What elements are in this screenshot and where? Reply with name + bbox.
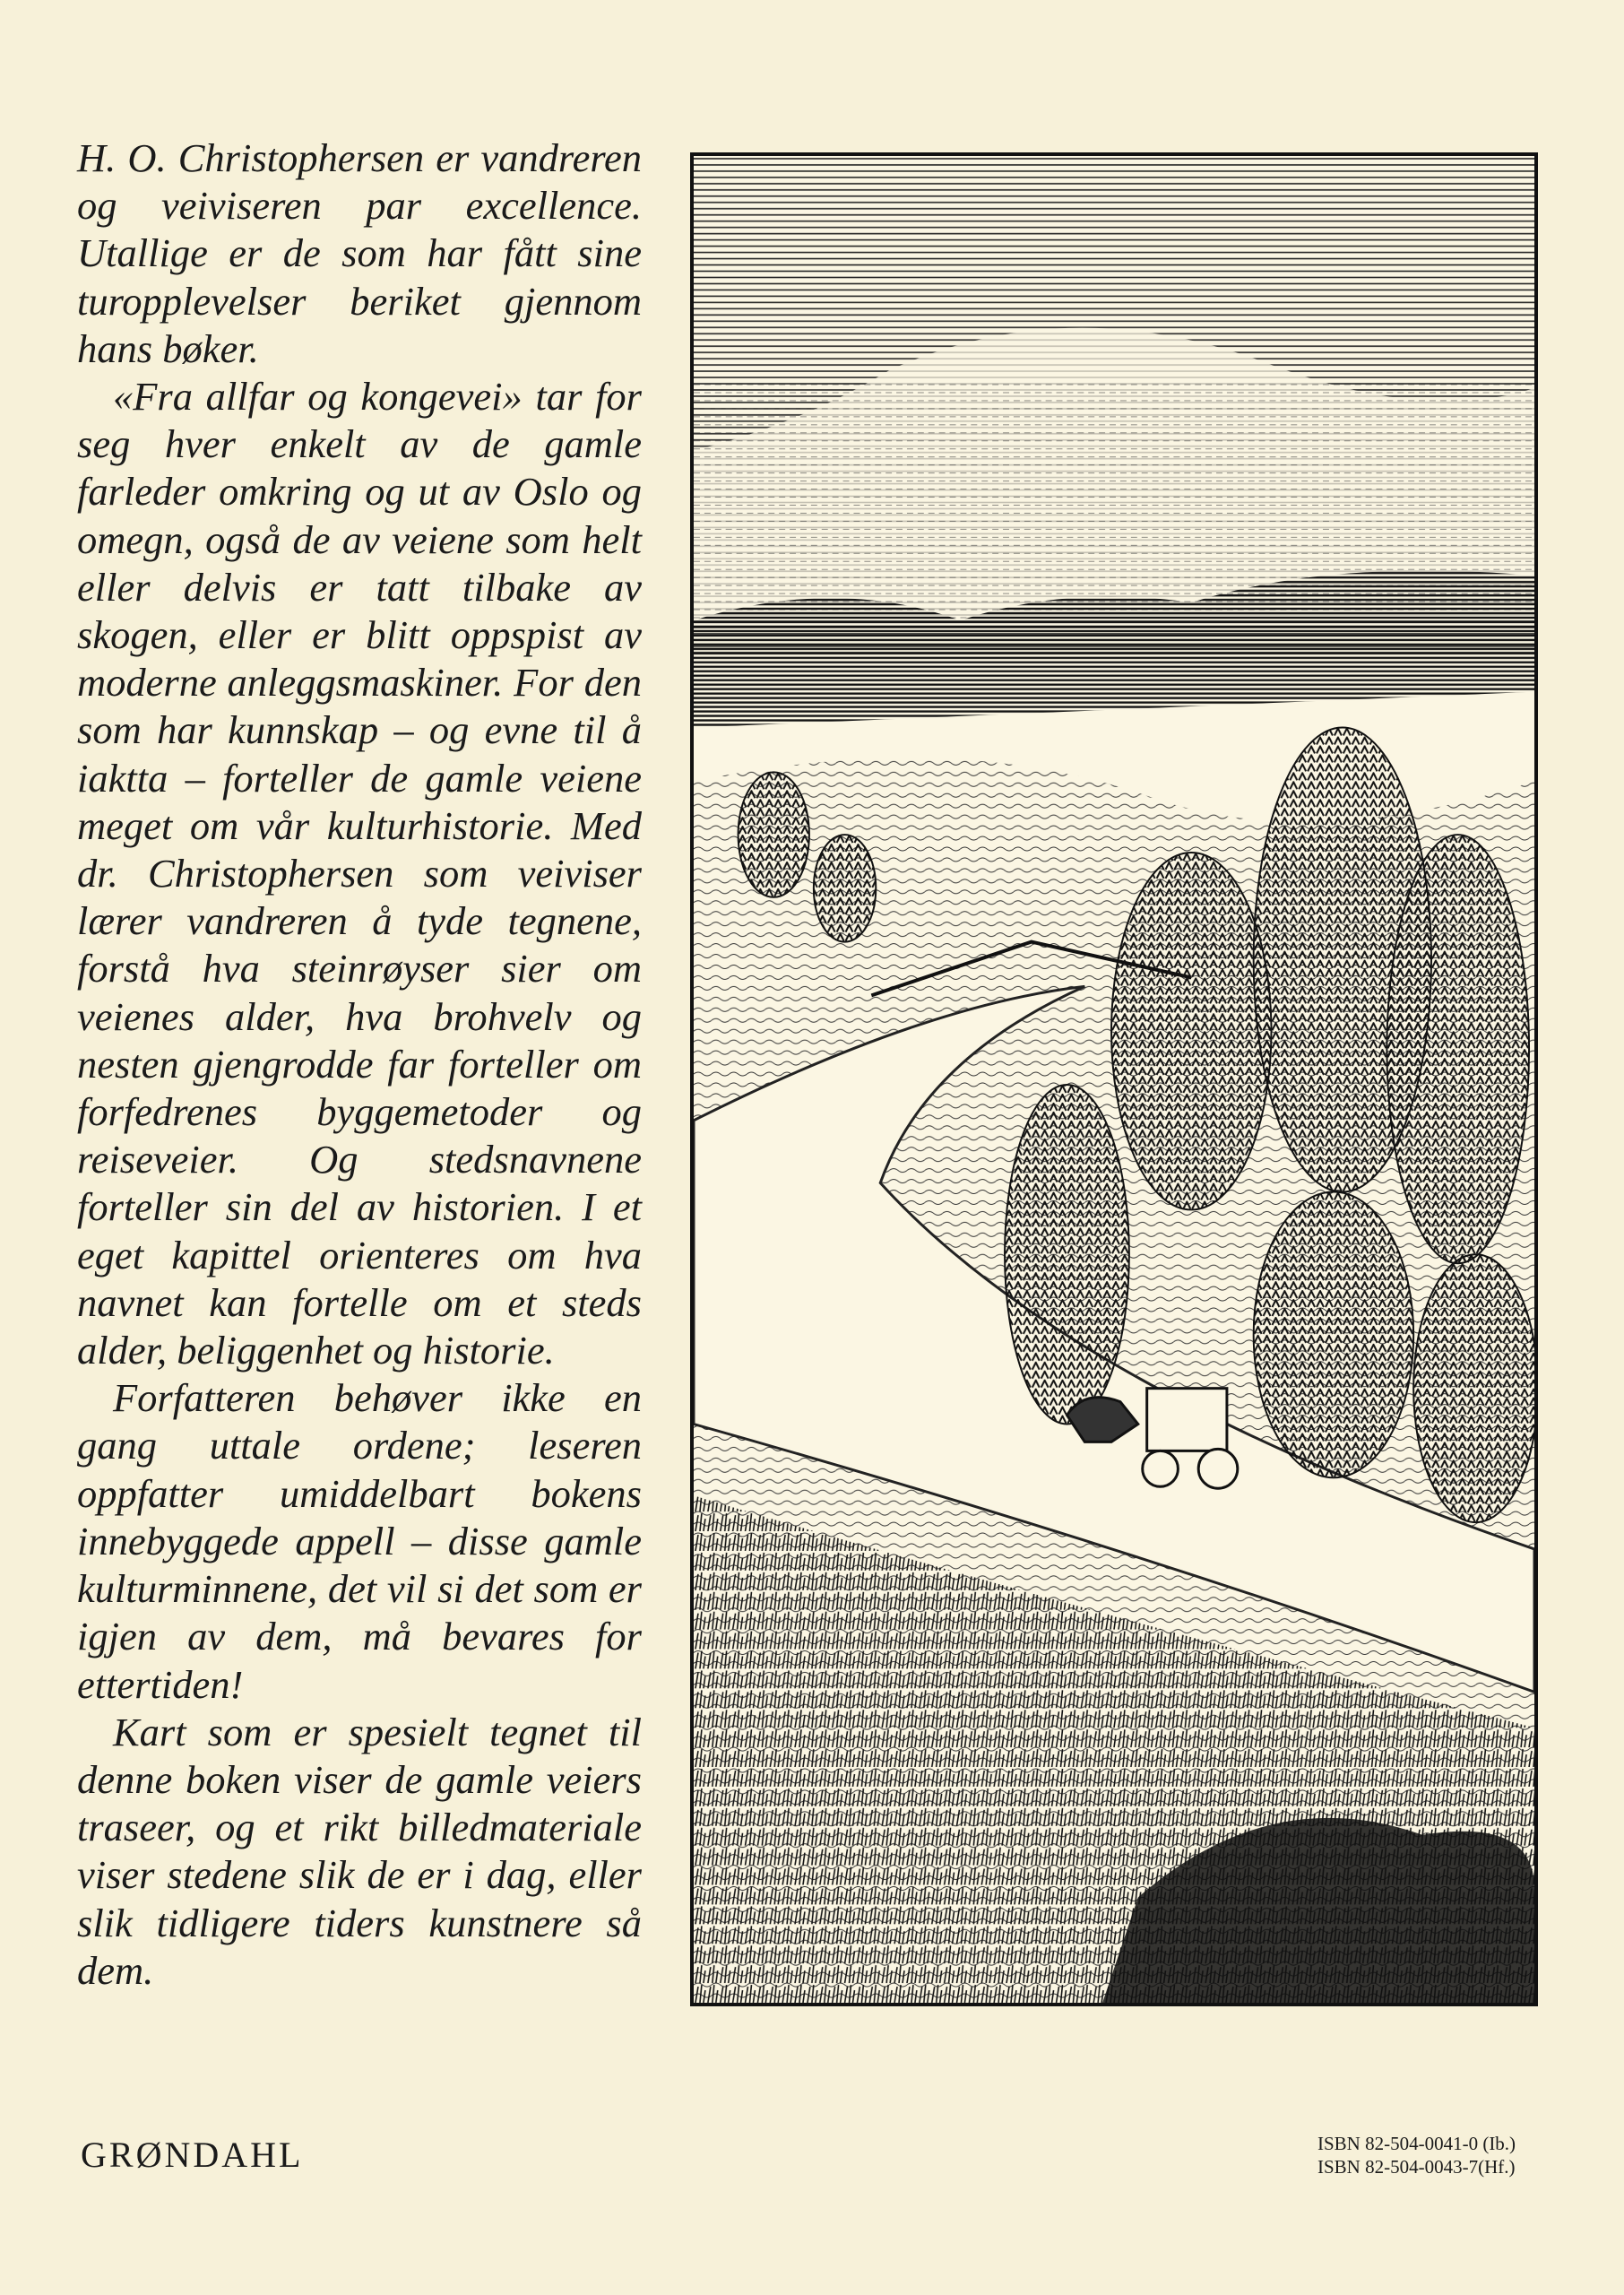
back-cover-blurb	[77, 134, 642, 1995]
isbn-line: ISBN 82-504-0041-0 (Ib.)	[1317, 2133, 1516, 2154]
blurb-paragraph-1: H. O. Christophersen er vandreren og veiviseren par excellence. Utallige er de som har fått sine turopplevelser beriket gjennom hans bøker.	[77, 135, 642, 371]
isbn-line: ISBN 82-504-0043-7(Hf.)	[1317, 2156, 1516, 2178]
blurb-paragraph-3: Forfatteren behøver ikke en gang uttale ordene; leseren oppfatter umiddelbart bokens innebyggede appell – disse gamle kulturminnene, det vil si det som er igjen av dem, må bevares for ettertiden!	[77, 1375, 642, 1707]
isbn-block	[1317, 2132, 1516, 2178]
blurb-paragraph-2: «Fra allfar og kongevei» tar for seg hver enkelt av de gamle farleder omkring og ut av Oslo og omegn, også de av veiene som helt eller delvis er tatt tilbake av skogen, eller er blitt oppspist av moderne anleggsmaskiner. For den som har kunnskap – og evne til å iaktta – forteller de gamle veiene meget om vår kulturhistorie. Med dr. Christophersen som veiviser lærer vandreren å tyde tegnene, forstå hva steinrøyser sier om veienes alder, hva brohvelv og nesten gjengrodde far forteller om forfedrenes byggemetoder og reiseveier. Og stedsnavnene forteller sin del av historien. I et eget kapittel orienteres om hva navnet kan fortelle om et steds alder, beliggenhet og historie.	[77, 374, 642, 1373]
landscape-engraving	[694, 156, 1534, 2003]
blurb-paragraph-4: Kart som er spesielt tegnet til denne boken viser de gamle veiers traseer, og et rikt billedmateriale viser stedene slik de er i dag, eller slik tidligere tiders kunstnere så dem.	[77, 1709, 642, 1993]
publisher-name: GRØNDAHL	[81, 2135, 304, 2175]
engraving-illustration	[690, 152, 1538, 2006]
